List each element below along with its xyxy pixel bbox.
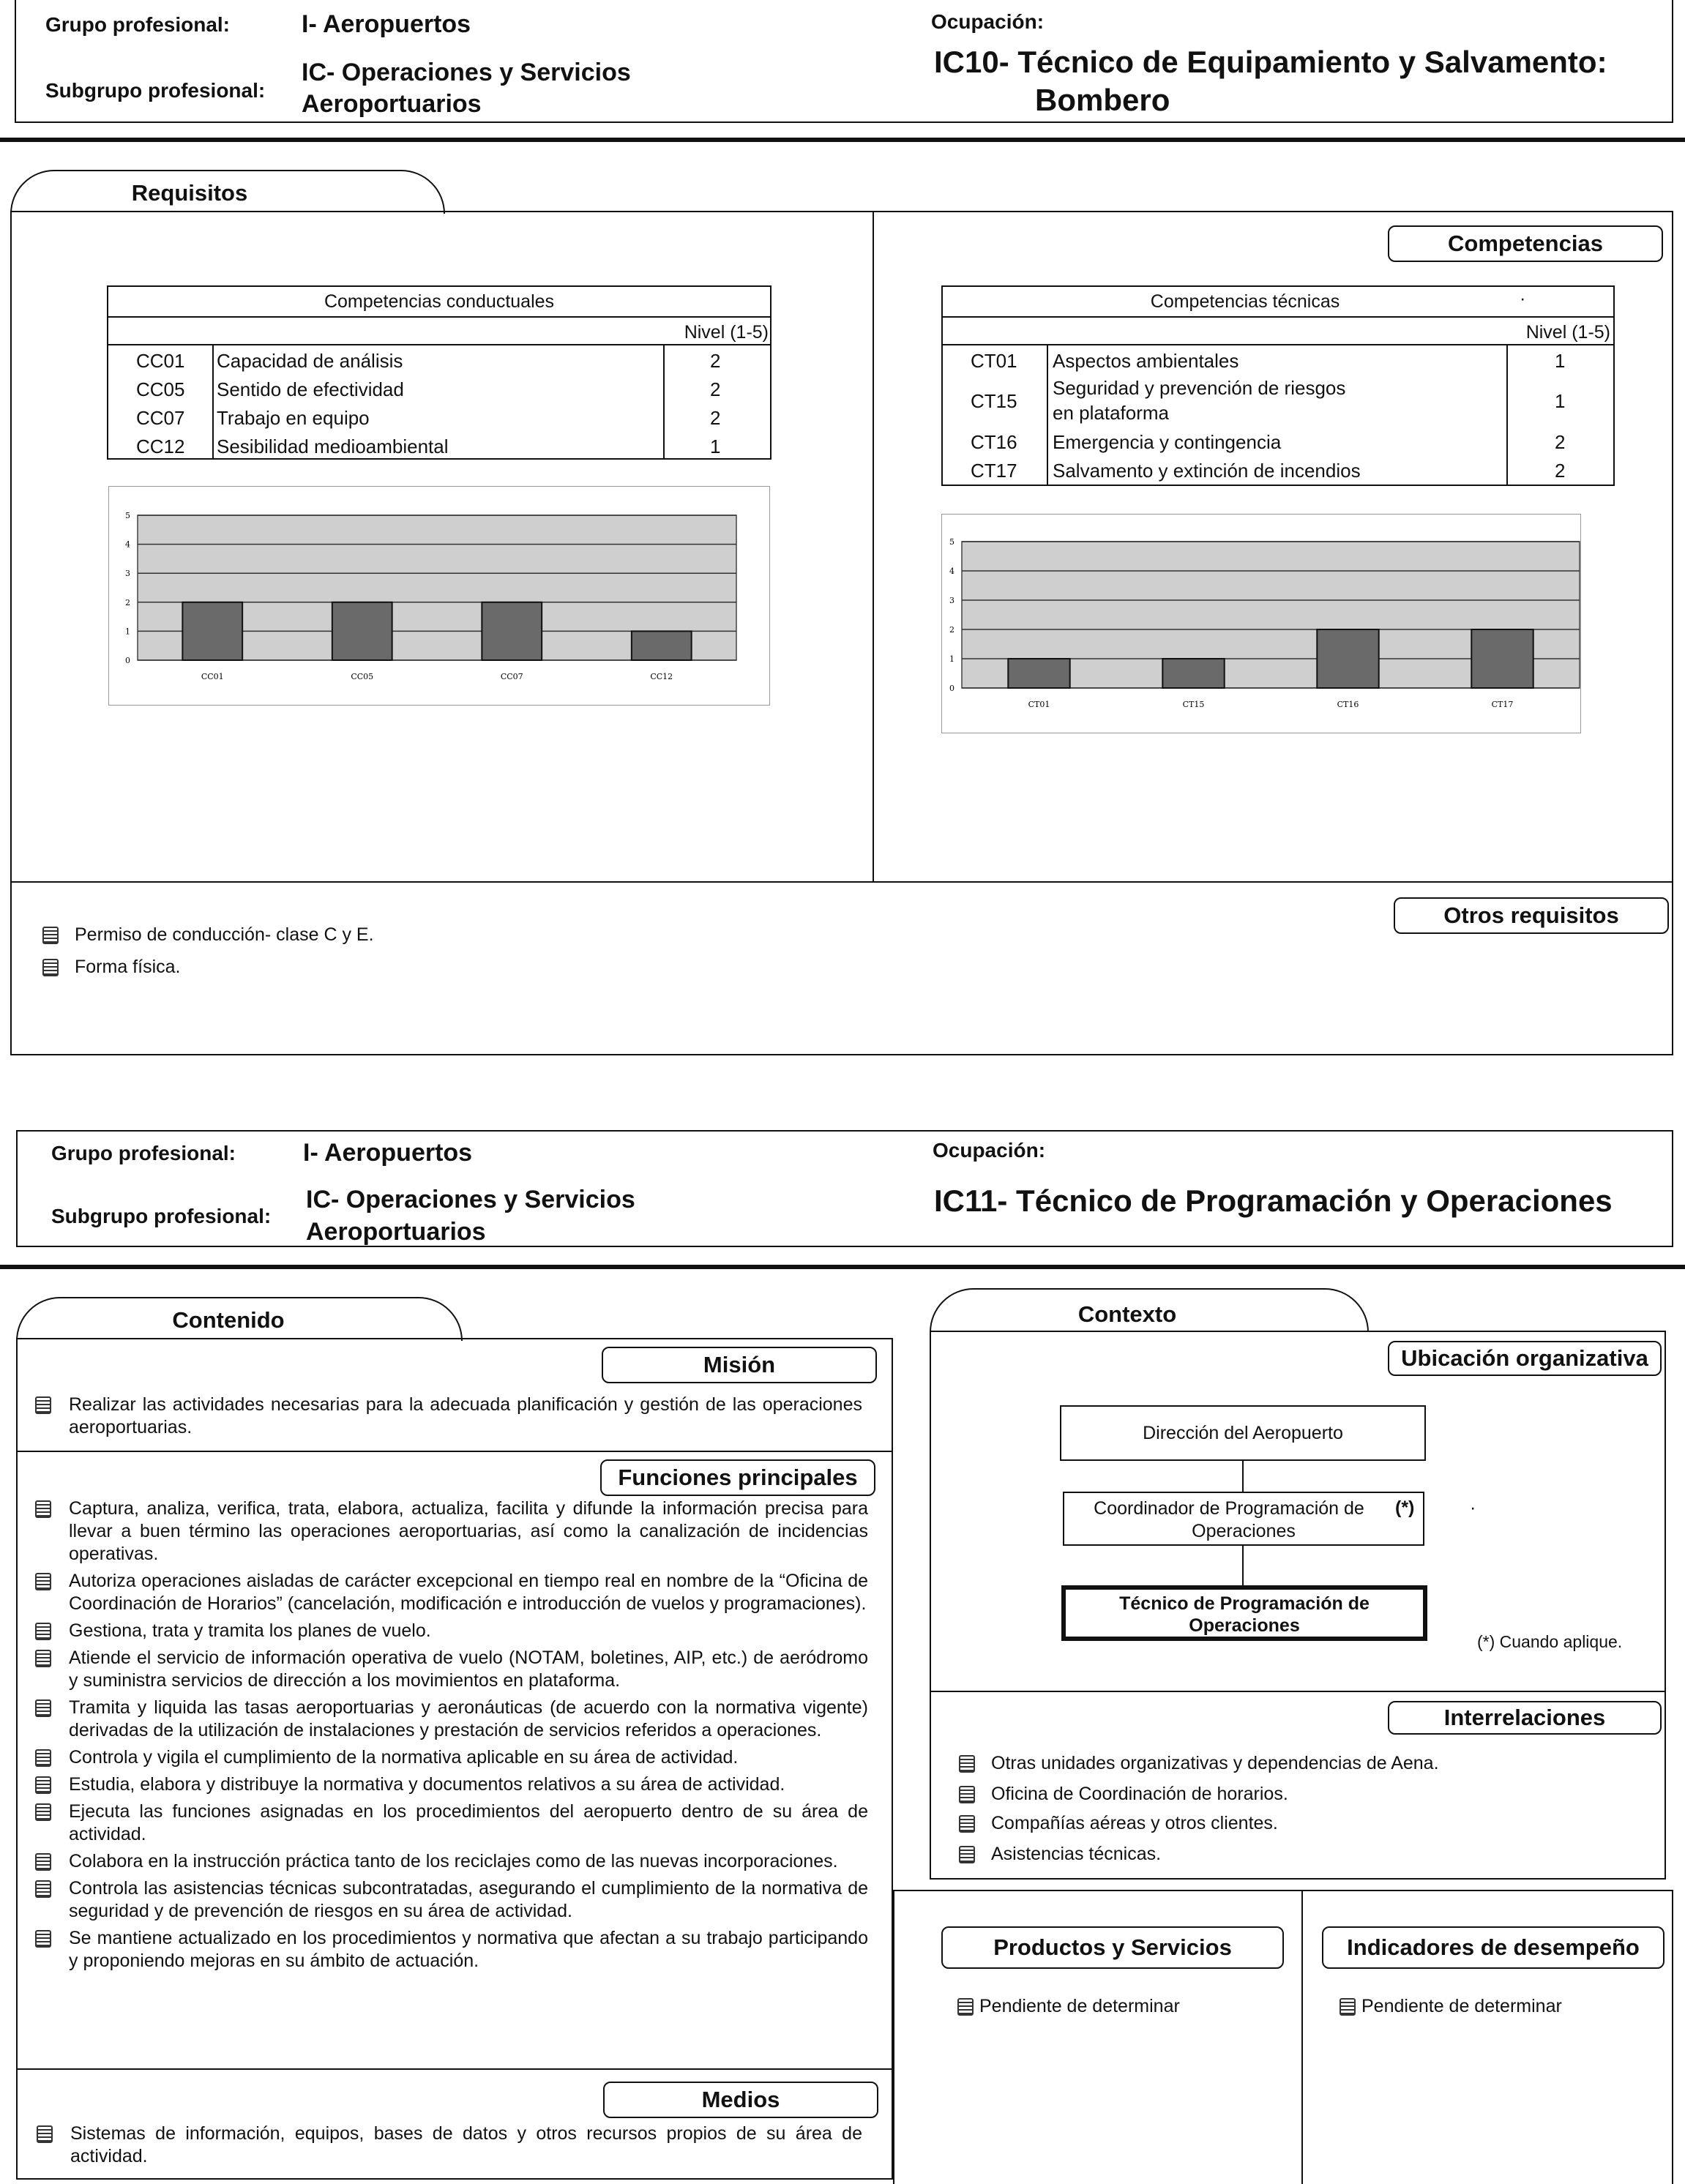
- org-note: (*) Cuando aplique.: [1477, 1632, 1623, 1651]
- org-node-coordinador-label-2: Operaciones: [1192, 1521, 1296, 1541]
- document-bullet-icon: [959, 1815, 975, 1833]
- card2-divider: [0, 1265, 1685, 1269]
- org-node-direccion-label: Dirección del Aeropuerto: [1143, 1422, 1343, 1443]
- row-level: 1: [710, 435, 721, 457]
- conductuales-header-rule: [107, 344, 771, 345]
- x-tick-label: CT15: [1182, 700, 1205, 709]
- funcion-text: Gestiona, trata y tramita los planes de vuelo.: [69, 1620, 431, 1641]
- table-row: [107, 375, 771, 404]
- funcion-text: Controla las asistencias técnicas subcontratadas, asegurando el cumplimiento de la normativa de seguridad y de prevención de riesgos en su área de actividad.: [69, 1878, 868, 1921]
- card1-subgrupo-label: Subgrupo profesional:: [45, 79, 266, 102]
- x-tick-label: CT16: [1337, 700, 1359, 709]
- list-item: [35, 1746, 868, 1769]
- card2-grupo-value: I- Aeropuertos: [303, 1139, 473, 1167]
- list-item: [1340, 1995, 1562, 2018]
- card2-subgrupo-value-1: IC- Operaciones y Servicios: [306, 1186, 635, 1213]
- bar: [482, 602, 542, 660]
- list-item: [35, 1697, 868, 1742]
- medios-item-text: Sistemas de información, equipos, bases de datos y otros recursos propios de su área de actividad.: [70, 2123, 862, 2166]
- conductuales-title: Competencias conductuales: [324, 291, 555, 312]
- otros-item-text: Permiso de conducción- clase C y E.: [75, 924, 374, 945]
- bar: [1471, 629, 1533, 688]
- funcion-text: Colabora en la instrucción práctica tanto de los reciclajes como de las nuevas incorporaciones.: [69, 1851, 838, 1871]
- y-tick-label: 3: [949, 596, 954, 605]
- card1-ocupacion-label: Ocupación:: [931, 10, 1045, 33]
- card1-ocupacion-value-1: IC10- Técnico de Equipamiento y Salvamento:: [934, 45, 1607, 79]
- card2-ocupacion-value: IC11- Técnico de Programación y Operaciones: [934, 1183, 1613, 1218]
- list-item: [959, 1843, 1161, 1866]
- y-tick-label: 0: [949, 684, 954, 693]
- y-tick-label: 5: [125, 511, 130, 520]
- document-bullet-icon: [35, 1573, 51, 1590]
- document-bullet-icon: [35, 1880, 51, 1898]
- document-bullet-icon: [35, 1500, 51, 1518]
- row-code: CC12: [136, 435, 185, 457]
- row-name: Seguridad y prevención de riesgos: [1053, 377, 1346, 399]
- document-bullet-icon: [42, 927, 59, 944]
- row-name-2: en plataforma: [1053, 402, 1169, 424]
- row-level: 2: [1555, 460, 1566, 482]
- table-row: [941, 347, 1615, 375]
- row-code: CT01: [971, 350, 1017, 372]
- interrelacion-text: Oficina de Coordinación de horarios.: [991, 1784, 1288, 1804]
- competencias-pill: Competencias: [1388, 225, 1663, 262]
- document-bullet-icon: [35, 1650, 51, 1667]
- row-name: Emergencia y contingencia: [1053, 431, 1282, 453]
- indicadores-item-text: Pendiente de determinar: [1361, 1996, 1562, 2016]
- org-connector: [1242, 1461, 1244, 1492]
- x-tick-label: CC07: [500, 672, 523, 681]
- org-node-tecnico-label-1: Técnico de Programación de: [1119, 1593, 1370, 1614]
- row-level: 2: [710, 350, 721, 372]
- list-item: [959, 1783, 1288, 1806]
- productos-item-text: Pendiente de determinar: [979, 1996, 1180, 2016]
- bar: [632, 631, 692, 660]
- row-code: CT17: [971, 460, 1017, 482]
- conductuales-rows: [107, 347, 771, 461]
- funcion-text: Ejecuta las funciones asignadas en los procedimientos del aeropuerto dentro de su área de actividad.: [69, 1801, 868, 1844]
- table-row: [941, 457, 1615, 485]
- bar: [1162, 659, 1224, 688]
- document-bullet-icon: [42, 959, 59, 976]
- document-bullet-icon: [959, 1846, 975, 1863]
- table-row: [107, 347, 771, 375]
- x-tick-label: CC05: [351, 672, 374, 681]
- funcion-text: Controla y vigila el cumplimiento de la normativa aplicable en su área de actividad.: [69, 1747, 739, 1768]
- row-code: CC05: [136, 378, 185, 400]
- y-tick-label: 2: [125, 597, 130, 607]
- row-level: 2: [710, 378, 721, 400]
- medios-pill: Medios: [603, 2082, 878, 2118]
- row-name: Capacidad de análisis: [217, 350, 403, 372]
- contenido-tab-label: Contenido: [172, 1307, 285, 1333]
- tecnicas-dot: ·: [1520, 288, 1526, 309]
- list-item: [35, 1647, 868, 1692]
- funcion-text: Captura, analiza, verifica, trata, elabora, actualiza, facilita y difunde la información precisa para llevar a buen término las operaciones aeroportuarias, así como la canalización de incidencias operativas.: [69, 1498, 868, 1564]
- row-level: 2: [710, 407, 721, 429]
- row-code: CC01: [136, 350, 185, 372]
- org-node-coordinador: [1063, 1492, 1424, 1546]
- list-item: [35, 1394, 862, 1439]
- org-node-coordinador-label-1: Coordinador de Programación de: [1094, 1498, 1364, 1519]
- card1-grupo-label: Grupo profesional:: [45, 13, 230, 36]
- mision-pill: Misión: [602, 1347, 877, 1383]
- org-dot: ·: [1470, 1497, 1476, 1518]
- mision-divider: [16, 1451, 893, 1452]
- otros-requisitos-pill: Otros requisitos: [1394, 897, 1669, 934]
- card2-grupo-label: Grupo profesional:: [51, 1142, 236, 1164]
- list-item: [35, 1773, 868, 1796]
- conductuales-title-rule: [107, 316, 771, 318]
- y-tick-label: 2: [949, 625, 954, 635]
- funciones-pill: Funciones principales: [600, 1459, 875, 1496]
- org-node-tecnico-label-2: Operaciones: [1189, 1615, 1300, 1636]
- row-name: Aspectos ambientales: [1053, 350, 1239, 372]
- y-tick-label: 0: [125, 656, 130, 665]
- document-bullet-icon: [959, 1786, 975, 1803]
- bar: [1008, 659, 1069, 688]
- list-item: [957, 1995, 1180, 2018]
- list-item: [959, 1752, 1439, 1775]
- y-tick-label: 5: [949, 537, 954, 547]
- funcion-text: Estudia, elabora y distribuye la normativa y documentos relativos a su área de actividad.: [69, 1774, 785, 1795]
- row-name: Trabajo en equipo: [217, 407, 370, 429]
- card2-ocupacion-label: Ocupación:: [933, 1139, 1046, 1162]
- tecnicas-rows: [941, 347, 1615, 485]
- interrelacion-text: Otras unidades organizativas y dependencias de Aena.: [991, 1753, 1439, 1773]
- row-name: Sesibilidad medioambiental: [217, 435, 449, 457]
- y-tick-label: 1: [125, 627, 130, 637]
- funciones-divider: [16, 2068, 893, 2070]
- row-code: CC07: [136, 407, 185, 429]
- ubicacion-pill: Ubicación organizativa: [1388, 1341, 1662, 1376]
- org-node-direccion: [1060, 1405, 1426, 1461]
- list-item: [37, 2123, 862, 2168]
- table-row: [107, 433, 771, 461]
- list-item: [42, 924, 374, 946]
- list-item: [35, 1850, 868, 1873]
- card2-subgrupo-label: Subgrupo profesional:: [51, 1205, 272, 1227]
- y-tick-label: 4: [125, 539, 130, 550]
- x-tick-label: CC12: [650, 672, 673, 681]
- row-name: Sentido de efectividad: [217, 378, 404, 400]
- document-bullet-icon: [959, 1755, 975, 1773]
- bar: [182, 602, 242, 660]
- row-level: 2: [1555, 431, 1566, 453]
- document-bullet-icon: [35, 1776, 51, 1794]
- y-tick-label: 4: [949, 566, 954, 576]
- document-bullet-icon: [35, 1853, 51, 1871]
- interrelaciones-pill: Interrelaciones: [1388, 1701, 1662, 1735]
- list-item: [35, 1570, 868, 1615]
- x-tick-label: CT17: [1491, 700, 1514, 709]
- tecnicas-title-rule: [941, 316, 1615, 318]
- org-connector: [1242, 1546, 1244, 1587]
- document-bullet-icon: [37, 2125, 53, 2143]
- row-level: 1: [1555, 390, 1566, 412]
- list-item: [35, 1877, 868, 1923]
- x-tick-label: CC01: [201, 672, 224, 681]
- conductuales-nivel-header: Nivel (1-5): [684, 322, 769, 343]
- card1-grupo-value: I- Aeropuertos: [302, 10, 471, 38]
- document-bullet-icon: [35, 1623, 51, 1640]
- y-tick-label: 1: [949, 654, 954, 664]
- card1-ocupacion-value-2: Bombero: [1035, 83, 1170, 117]
- list-item: [959, 1812, 1278, 1835]
- document-bullet-icon: [1340, 1998, 1356, 2016]
- mision-item-text: Realizar las actividades necesarias para la adecuada planificación y gestión de las operaciones aeroportuarias.: [69, 1394, 862, 1437]
- list-item: [35, 1927, 868, 1972]
- interrelacion-text: Compañías aéreas y otros clientes.: [991, 1813, 1278, 1833]
- table-row: [941, 375, 1615, 428]
- requisitos-tab-label: Requisitos: [131, 180, 248, 206]
- funcion-text: Se mantiene actualizado en los procedimientos y normativa que afectan a su trabajo participando y proponiendo mejoras en su ámbito de actuación.: [69, 1928, 868, 1971]
- org-coordinador-mark: (*): [1395, 1497, 1415, 1518]
- document-bullet-icon: [35, 1803, 51, 1821]
- bar: [332, 602, 392, 660]
- document-bullet-icon: [957, 1998, 974, 2016]
- card1-subgrupo-value-2: Aeroportuarios: [302, 90, 482, 118]
- table-row: [107, 404, 771, 433]
- funcion-text: Autoriza operaciones aisladas de carácter excepcional en tiempo real en nombre de la “Oficina de Coordinación de Horarios” (cancelación, modificación e introducción de vuelos y programaciones).: [69, 1571, 868, 1614]
- row-code: CT16: [971, 431, 1017, 453]
- list-item: [42, 956, 180, 979]
- card1-divider: [0, 138, 1685, 142]
- document-bullet-icon: [35, 1930, 51, 1948]
- card1-subgrupo-value-1: IC- Operaciones y Servicios: [302, 59, 631, 86]
- indicadores-pill: Indicadores de desempeño: [1322, 1926, 1665, 1969]
- x-tick-label: CT01: [1028, 700, 1050, 709]
- contexto-tab-label: Contexto: [1077, 1301, 1177, 1327]
- tecnicas-title: Competencias técnicas: [1150, 291, 1340, 312]
- tecnicas-header-rule: [941, 344, 1615, 345]
- row-code: CT15: [971, 390, 1017, 412]
- bar: [1317, 629, 1378, 688]
- otros-item-text: Forma física.: [75, 957, 181, 977]
- card2-subgrupo-value-2: Aeroportuarios: [306, 1218, 486, 1246]
- document-bullet-icon: [35, 1749, 51, 1767]
- row-name: Salvamento y extinción de incendios: [1053, 460, 1361, 482]
- tecnicas-nivel-header: Nivel (1-5): [1525, 322, 1610, 343]
- chart-conductuales: [108, 486, 770, 706]
- funcion-text: Atiende el servicio de información operativa de vuelo (NOTAM, boletines, AIP, etc.) de aeródromo y suministra servicios de dirección a los movimientos en plataforma.: [69, 1648, 868, 1691]
- chart-tecnicas: [941, 514, 1581, 733]
- document-bullet-icon: [35, 1396, 51, 1414]
- org-node-tecnico: [1061, 1585, 1427, 1641]
- list-item: [35, 1620, 868, 1642]
- funcion-text: Tramita y liquida las tasas aeroportuarias y aeronáuticas (de acuerdo con la normativa vigente) derivadas de la utilización de instalaciones y prestación de servicios referidos a operaciones.: [69, 1697, 868, 1740]
- interrelacion-text: Asistencias técnicas.: [991, 1844, 1162, 1864]
- list-item: [35, 1497, 868, 1566]
- y-tick-label: 3: [125, 569, 130, 579]
- row-level: 1: [1555, 350, 1566, 372]
- funciones-list: [35, 1497, 868, 1977]
- productos-pill: Productos y Servicios: [941, 1926, 1284, 1969]
- list-item: [35, 1800, 868, 1846]
- table-row: [941, 428, 1615, 457]
- document-bullet-icon: [35, 1699, 51, 1717]
